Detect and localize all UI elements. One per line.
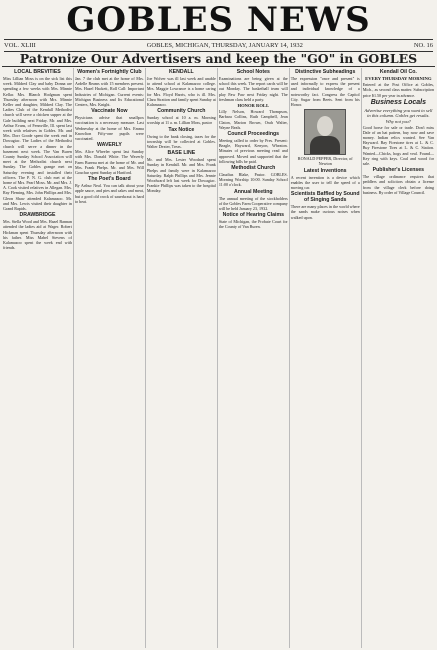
poets-board-text: By Arthur Neal. You can talk about your apple sauce, and pies and cakes and meat, but a good old crock of sauerkraut is hard to beat.: [74, 183, 144, 204]
vaccinate-heading: Vaccinate Now: [91, 108, 128, 115]
council-text: Meeting called to order by Pres. Present: Beagle, Hayward, Kenyon, Wheaton. Minutes of previous meeting read and approved. Moved and supported that the following bills be paid.: [218, 138, 288, 164]
honor-roll-text: Lilly Nelson, Howard Thompson, Barbara Collins, Ruth Campbell, Jean Claton, Marion Brown, Orah Walter, Wayne Beals.: [218, 109, 288, 130]
drawbridge-text: Mrs. Stella Wood and Mrs. Hazel Bannan attended the ladies aid at Wager. Robert Hickman spent Thursday afternoon with his father. Miss Mabel Stevens of Kalamazoo spent the week end with friends.: [3, 219, 72, 251]
subheadings-heading: Distinctive Subheadings: [295, 69, 356, 75]
place-date: GOBLES, MICHIGAN, THURSDAY, JANUARY 14, 1932: [146, 42, 303, 49]
council-heading: Council Proceedings: [227, 131, 280, 138]
kendall-heading: KENDALL: [168, 69, 194, 75]
local-brevities-heading: LOCAL BREVITIES: [14, 69, 61, 75]
issue-number: NO. 16: [413, 42, 433, 49]
school-notes-text: Examinations are being given at the school this week. The report cards will be out Monday. The basketball team will play Paw Paw next Friday night. The freshman class held a party.: [218, 76, 288, 102]
publisher-text: Entered at the Post Office at Gobles, Mich., as second class matter. Subscription price $1.50 per year in advance.: [362, 82, 435, 98]
poets-board-heading: The Poet's Board: [88, 176, 131, 183]
portrait-caption: RONALD PEPPER, Director, of Newton: [297, 156, 353, 167]
annual-meeting-heading: Annual Meeting: [233, 188, 273, 195]
tax-notice-text: Owing to the bank closing, taxes for the township will be collected at Gobles. Walter Dexter, Treas.: [146, 133, 216, 150]
volume-label: VOL. XLIII: [4, 42, 36, 49]
waverly-heading: WAVERLY: [97, 142, 122, 149]
base-line-text: Mr. and Mrs. Lester Woodard spent Sunday in Kendall. Mr. and Mrs. Frank Phelps and family were in Kalamazoo Saturday. Ralph Phillips and Mrs. Jennie Woodward left last week for Dowagiac. Frankie Phillips was taken to the hospital Monday.: [146, 157, 216, 194]
waverly-text: Mrs. Alice Wheeler spent last Sunday with Mrs. Donald White. The Waverly Farm Bureau met at the home of Mr. and Mrs. Frank Phelps. Mr. and Mrs. Will Gouchar spent Sunday at Hartford.: [74, 149, 144, 176]
hearing-claims-heading: Notice of Hearing Claims: [222, 212, 284, 219]
tax-notice-heading: Tax Notice: [168, 126, 195, 133]
inventions-heading: Latest Inventions: [303, 167, 347, 174]
school-notes-heading: School Notes: [236, 69, 270, 75]
honor-roll-heading: HONOR ROLL: [237, 103, 270, 109]
inventions-text: A recent invention is a device which enables the user to tell the speed of a moving car.: [290, 174, 360, 191]
club-heading: Women's Fortnightly Club: [77, 69, 142, 75]
business-locals-subtitle: Advertise everything you want to sell in this column. Gobles get results. Why not you?: [364, 107, 433, 124]
newspaper-title: GOBLES NEWS: [66, 0, 371, 40]
column-2: [74, 68, 146, 648]
licenses-text: The village ordinance requires that peddlers and solicitors obtain a license from the village clerk before doing business. By order of Village Council.: [362, 174, 435, 195]
kendall-text: Joe Wolver was ill last week and unable to attend school at Kalamazoo college. Mrs. Maggie Lowrance is a home caring for Mrs. Floyd Harris, who is ill. Mrs. Clara Stratton and family spent Sunday at Kalamazoo.: [146, 76, 216, 108]
portrait-face: [317, 116, 333, 136]
annual-meeting-text: The annual meeting of the stockholders of the Gobles Farm Cooperative company will be held January 23, 1932.: [218, 195, 288, 212]
column-3: [146, 68, 218, 648]
columns: [2, 68, 435, 648]
column-6: [362, 68, 435, 648]
drawbridge-heading: DRAWBRIDGE: [19, 212, 56, 219]
singing-sands-text: There are many places in the world where the sands make curious noises when walked upon.: [290, 204, 360, 220]
hearing-claims-text: State of Michigan, the Probate Court for the County of Van Buren.: [218, 219, 288, 230]
church-heading: Community Church: [157, 108, 206, 115]
base-line-heading: BASE LINE: [167, 150, 196, 157]
column-5: [290, 68, 362, 648]
methodist-text: Claudius Blake, Pastor. GOBLES. Morning Worship 10:00. Sunday School 11:00 o'clock.: [218, 172, 288, 188]
church-text: Sunday school at 10 a. m. Morning worship at 11 a. m. Lillian Moss, pastor: [146, 115, 216, 126]
local-brevities-text: Miss Lillian Moss is on the sick list this week. Mildred Clay and baby Donna are spending a few weeks with Mrs. Minnie Kellar. Mrs. Blanch Hodgman spent Thursday afternoon with Mrs. Minnie Keller and daughter, Mildred Clay. The Ladies Club of the Kendall Methodist church will serve a chicken supper at the Gale building next Friday. Mr. and Mrs. Arthur Evans, of Fennville, Ill. spent last week with relatives in Gobles. Mr. and Mrs. Dorr Goode spent the week end in Dowagiac. The Ladies of the Methodist church will serve a dinner in the basement next week. The Van Buren County Sunday School Association will meet at the Methodist church next Sunday. The Gobles grange met on Saturday evening and installed their officers. The P. N. G. club met at the home of Mrs. Pearl Moss. Mr. and Mrs. J. A. Cook visited relatives in Allegan. Mrs. Ray Fleming, Mrs. John Phillips and Mrs. Gleon Shaw attended Kalamazoo. Mr. and Mrs. Lewis visited their daughter in Grand Rapids.: [3, 76, 72, 212]
column-1: [2, 68, 74, 648]
banner-headline: Patronize Our Advertisers and keep the "GO" in GOBLES: [2, 51, 435, 67]
portrait-photo: [304, 109, 346, 155]
business-locals-title: Business Locals: [370, 98, 426, 106]
club-text: Jan. 7 the club met at the home of Mrs. Ardelle Reams with 15 members present. Mrs. Hazel Hackett, Roll Call: Important Industries of Michigan. Current events: Michigan Business and Its Educational Centers, Mrs. Knight.: [74, 76, 144, 108]
column-4: [218, 68, 290, 648]
business-locals-text: Good horse for sale or trade. Don't miss Dale of an hat pattern, buy now and save money. Indian relics wanted. See Van Hayward. Bay Firestone tires at L. & C. Buy Firestone Tires at L. & C. Station. Wanted—Chicks, hogs and veal. Found—Key ring with keys. Coal and wood for sale.: [362, 124, 435, 167]
vaccinate-text: Physicians advise that smallpox vaccination is a necessary measure. Last Wednesday at the home of Mrs. Emma Knowlton Fifty-one pupils were vaccinated.: [74, 115, 144, 142]
masthead: [0, 0, 437, 40]
singing-sands-heading: Scientists Baffled by Sound of Singing Sands: [290, 191, 360, 204]
subheadings-text: The expression "once and present" is used informally to express the present and individual knowledge of a noteworthy fact. Congress the Capitol City. Sugar from Beets. Sent from his Honor.: [290, 76, 360, 108]
methodist-heading: Methodist Church: [231, 165, 276, 172]
portrait-coat: [310, 136, 340, 154]
licenses-heading: Publisher's Licenses: [372, 167, 425, 174]
publish-day: EVERY THURSDAY MORNING: [365, 76, 432, 81]
publisher-heading: Kendall Oil Co.: [379, 69, 417, 75]
